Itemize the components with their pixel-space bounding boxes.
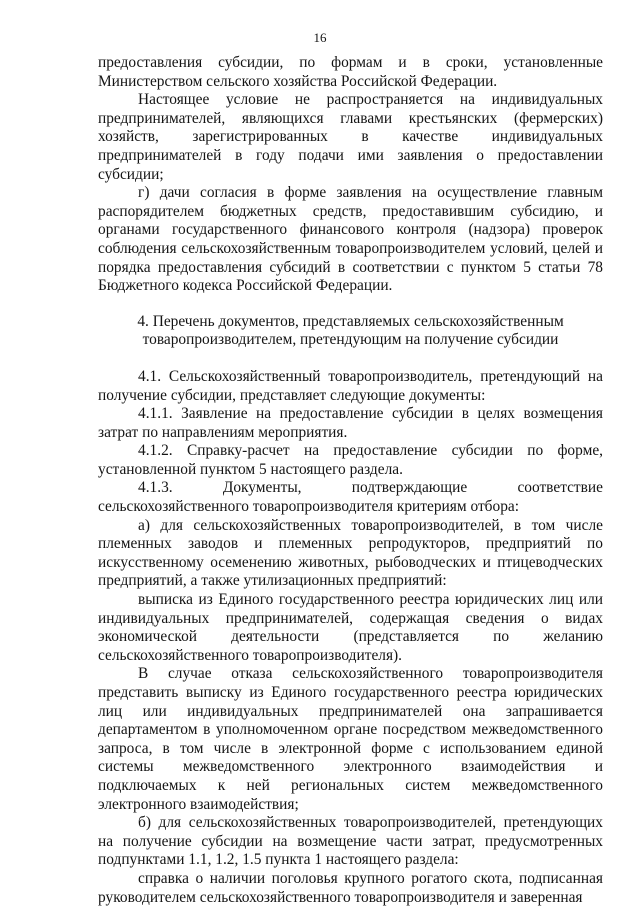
paragraph-refusal-case: В случае отказа сельскохозяйственного товаропроизводителя представить выписку из Единого государственного реестра юридических лиц или индивидуальных предпринимателей она запрашивается департаментом в уполномоченном органе посредством межведомственного запроса, в том числе в электронной форме с использованием единой системы межведомственного электронного взаимодействия и подключаемых к ней региональных систем межведомственного электронного взаимодействия; — [98, 665, 603, 813]
paragraph-4-1-2: 4.1.2. Справку-расчет на предоставление субсидии по форме, установленной пунктом 5 настоящего раздела. — [98, 442, 603, 478]
paragraph-4-1-3: 4.1.3. Документы, подтверждающие соответствие сельскохозяйственного товаропроизводителя критериям отбора: — [98, 479, 603, 516]
paragraph-exception-note: Настоящее условие не распространяется на индивидуальных предпринимателей, являющихся главами крестьянских (фермерских) хозяйств, зарегистрированных в качестве индивидуальных предпринимателей в году подачи ими заявления о предоставлении субсидии; — [98, 91, 603, 183]
document-body — [98, 54, 603, 907]
section-heading: 4. Перечень документов, представляемых сельскохозяйственным товаропроизводителем, претендующим на получение субсидии — [137, 312, 564, 349]
paragraph-item-a: а) для сельскохозяйственных товаропроизводителей, в том числе племенных заводов и племенных репродукторов, предприятий по искусственному осеменению животных, рыбоводческих и птицеводческих предприятий, а также утилизационных предприятий: — [98, 516, 603, 590]
paragraph-continuation: предоставления субсидии, по формам и в сроки, установленные Министерством сельского хозяйства Российской Федерации. — [98, 54, 603, 90]
paragraph-item-g: г) дачи согласия в форме заявления на осуществление главным распорядителем бюджетных средств, предоставившим субсидию, и органами государственного финансового контроля (надзора) проверок соблюдения сельскохозяйственным товаропроизводителем условий, целей и порядка предоставления субсидий в соответствии с пунктом 5 статьи 78 Бюджетного кодекса Российской Федерации. — [98, 184, 603, 295]
paragraph-item-b: б) для сельскохозяйственных товаропроизводителей, претендующих на получение субсидии на возмещение части затрат, предусмотренных подпунктами 1.1, 1.2, 1.5 пункта 1 настоящего раздела: — [98, 814, 603, 869]
paragraph-livestock-certificate: справка о наличии поголовья крупного рогатого скота, подписанная руководителем сельскохозяйственного товаропроизводителя и заверенная — [98, 869, 603, 906]
paragraph-4-1: 4.1. Сельскохозяйственный товаропроизводитель, претендующий на получение субсидии, представляет следующие документы: — [98, 367, 603, 404]
paragraph-extract: выписка из Единого государственного реестра юридических лиц или индивидуальных предпринимателей, содержащая сведения о видах экономической деятельности (представляется по желанию сельскохозяйственного товаропроизводителя). — [98, 591, 603, 664]
page-number: 16 — [313, 30, 327, 45]
paragraph-4-1-1: 4.1.1. Заявление на предоставление субсидии в целях возмещения затрат по направлениям мероприятия. — [98, 405, 603, 441]
